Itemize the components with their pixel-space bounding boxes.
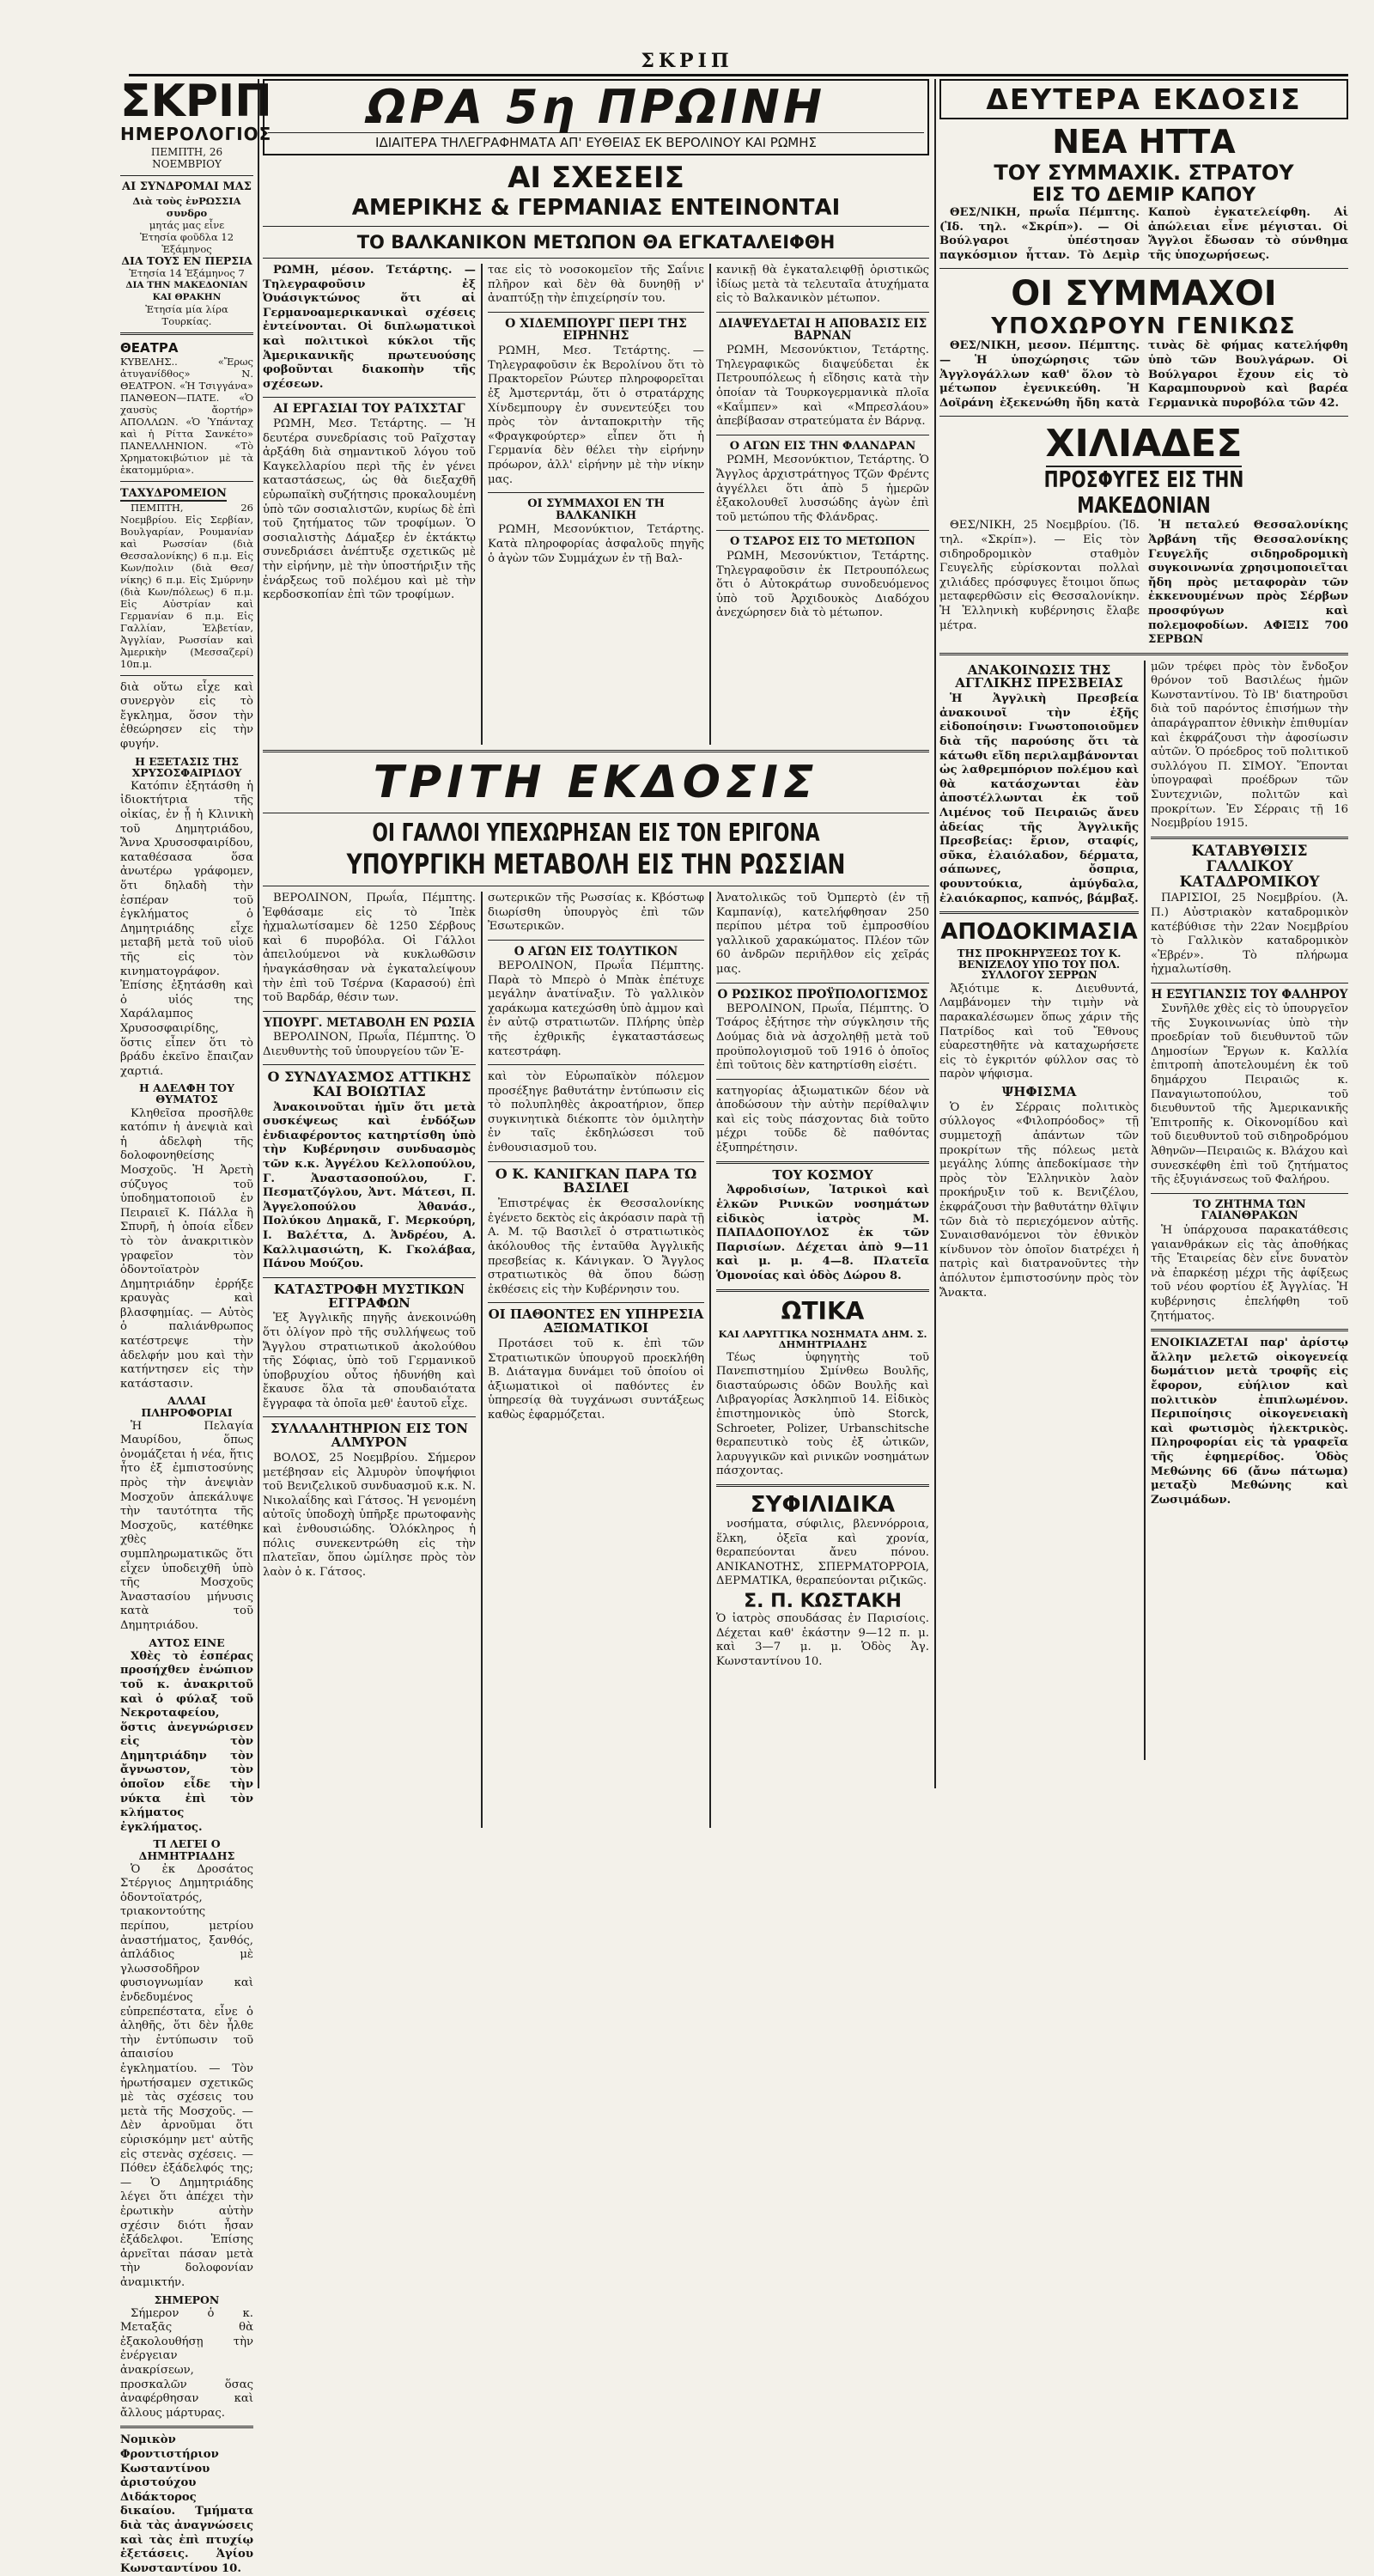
sufferers-heading: ΟΙ ΠΑΘΟΝΤΕΣ ΕΝ ΥΠΗΡΕΣΙΑ ΑΞΙΩΜΑΤΙΚΟΙ xyxy=(488,1306,704,1337)
sister-text: Κληθεῖσα προσῆλθε κατόπιν ἡ ἀνεψιὰ καὶ ἡ ἀδελφὴ τῆς δολοφονηθείσης Μοσχοῦς. Ἡ Ἀρετὴ σύζυγος τοῦ ὑποδηματοποιοῦ ἐν Πειραιεῖ Κ. Πάλλα ἢ Σπυρῆ, ἡ ὁποία εἶδεν τὸ τὸν ἀνακριτικὸν γραφεῖον τὸν ὀδοντοϊατρὸν Δημητριάδην ἐρρήξε κραυγὰς καὶ βλασφημίας. — Αὐτὸς ὁ παλιάνθρωπος κατέστρεψε τὴν ἀδελφήν μου καὶ τὴν κατήντησεν εἰς τὴν κατάστασιν. xyxy=(120,1106,253,1391)
coal-heading: ΤΟ ΖΗΤΗΜΑ ΤΩΝ ΓΑΙΑΝΘΡΑΚΩΝ xyxy=(1193,1197,1306,1223)
berlin-report-2: σωτερικῶν τῆς Ρωσσίας κ. Κβόστωφ διωρίσθη ὑπουργὸς ἐπὶ τῶν Ἐσωτερικῶν. xyxy=(488,892,704,934)
he-is-text: Χθὲς τὸ ἑσπέρας προσήχθεν ἐνώπιον τοῦ κ. ἀνακριτοῦ καὶ ὁ φύλαξ τοῦ Νεκροταφείου, ὅστις ἀνεγνώρισεν εἰς τὸν Δημητριάδην τὸν ἄγνωστον, τὸν ὁποῖον εἶδε τὴν νύκτα ἐπὶ τὸν κλήματος ἐγκλήματος. xyxy=(120,1649,253,1834)
varna-heading: ΔΙΑΨΕΥΔΕΤΑΙ Η ΑΠΟΒΑΣΙΣ ΕΙΣ ΒΑΡΝΑΝ xyxy=(718,316,927,343)
hindenburg-text: ΡΩΜΗ, Μεσ. Τετάρτης. — Τηλεγραφοῦσιν ἐκ Βερολίνου ὅτι τὸ Πρακτορεῖον Ρώυτερ πληροφορεῖται ἐξ Ἀμστερντάμ, ὅτι ὁ στρατάρχης Χίνδεμπουργ ἐν συνεντεύξει του πρὸς τὸν ἀνταποκριτὴν τῆς «Φραγκφούρτερ» εἶπεν ὅτι ἡ Γερμανία δὲν θέλει τὴν εἰρήνην πρόωρον, ἀλλ' εἰρήνην μὲ τὴν νίκην μας. xyxy=(488,344,704,486)
europe-war-continuation: καὶ τὸν Εὐρωπαϊκὸν πόλεμον προσέξηγε βαθυτάτην ἐντύπωσιν εἰς τὸ πολυπληθὲς ἀκροατήριον, ὅπερ συγκινητικὰ διέκοπτε τὸν ὁμιλητὴν ἐν ταῖς ἐκδηλώσεσι τοῦ ἐνθουσιασμοῦ του. xyxy=(488,1070,704,1155)
tsar-heading: Ο ΤΣΑΡΟΣ ΕΙΣ ΤΟ ΜΕΤΩΠΟΝ xyxy=(730,535,915,549)
ministry-change-heading: ΥΠΟΥΡΓ. ΜΕΤΑΒΟΛΗ ΕΝ ΡΩΣΙΑ xyxy=(264,1015,475,1030)
embassy-heading: ΑΝΑΚΟΙΝΩΣΙΣ ΤΗΣ ΑΓΓΛΙΚΗΣ ΠΡΕΣΒΕΙΑΣ xyxy=(955,661,1123,691)
coal-text: Ἡ ὑπάρχουσα παρακατάθεσις γαιανθράκων εἰς τὰς ἀποθήκας τῆς Ἑταιρείας δὲν εἶνε δυνατὸν νὰ ἐπαρκέσῃ μέχρι τῆς ἀφίξεως τοῦ νέου φορτίου ἐξ Ἀγγλίας. Ἡ κυβέρνησις ἐπελήφθη τοῦ ζητήματος. xyxy=(1151,1224,1348,1323)
bottom-col-c xyxy=(716,892,929,1671)
subscriptions-heading: ΑΙ ΣΥΝΔΡΟΜΑΙ ΜΑΣ xyxy=(122,180,252,193)
column-rule xyxy=(934,79,936,1788)
right-section xyxy=(939,79,1348,1788)
russian-budget-text: ΒΕΡΟΛΙΝΟΝ, Πρωΐα, Πέμπτης. Ὁ Τσάρος ἐξήτησε τὴν σύγκλησιν τῆς Δούμας διὰ νὰ ἀσχοληθῇ μετὰ τοῦ προϋπολογισμοῦ τοῦ 1916 ὁ ὁποῖος ἐπὶ τοῦτοις δὲν κατηρτίσθη εἰσέτι. xyxy=(716,1002,929,1073)
phaleron-heading: Η ΕΞΥΓΙΑΝΣΙΣ ΤΟΥ ΦΑΛΗΡΟΥ xyxy=(1151,987,1348,1002)
russian-budget-heading: Ο ΡΩΣΙΚΟΣ ΠΡΟΫΠΟΛΟΓΙΣΜΟΣ xyxy=(717,987,928,1002)
union-text: Ἀνακοινοῦται ἡμῖν ὅτι μετὰ συσκέψεως καὶ ἑνδόξων ἐνδιαφέροντος κατηρτίσθη ὑπὸ τὴν Κυβέρνησιν συνδυασμὸς τῶν κ.κ. Ἀγγέλου Κελλοπούλου, Γ. Ἀναστασοπούλου, Γ. Πεσματζόγλου, Ἀντ. Μάτεσι, Π. Ἀγγελοπούλου Ἀθανάσ., Πολύκου Δημακᾶ, Γ. Μερκούρη, Ι. Βαλέττα, Δ. Ἀνδρέου, Α. Καλλιμασιώτη, Κ. Γκολάβαα, Πάνου Μούζου. xyxy=(263,1100,476,1271)
today-text: Σήμερον ὁ κ. Μεταξᾶς θὰ ἐξακολουθήσῃ τὴν ἐνέργειαν ἀνακρίσεων, προσκαλῶν ὅσας ἀναφέρθησαν καὶ ἄλλους μάρτυρας. xyxy=(120,2306,253,2420)
serres-continuation: μῶν τρέφει πρὸς τὸν ἔνδοξον θρόνον τοῦ Βασιλέως ἡμῶν Κωνσταντίνου. Τὸ ΙΒ' διατηροῦσι διὰ τοῦ παρόντος ἐπισήμων τὴν ἀπαράγραπτον ἐθνικὴν ἐπιθυμίαν καὶ ἐκφράζουσι τὴν ἀφοσίωσιν αὐτῶν. Ὁ πρόεδρος τοῦ πολιτικοῦ συλλόγου Π. ΣΙΜΟΥ. Ἕπονται ὑπογραφαὶ προέδρων τῶν Συντεχνιῶν, πολιτῶν καὶ προκρίτων. Ἐν Σέρραις τῇ 16 Νοεμβρίου 1915. xyxy=(1151,660,1348,831)
second-edition-banner: ΔΕΥΤΕΡΑ ΕΚΔΟΣΙΣ xyxy=(986,82,1302,116)
tolmino-heading: Ο ΑΓΩΝ ΕΙΣ ΤΟΛΥΤΙΚΟΝ xyxy=(514,944,678,959)
middle-continuation: ταε εἰς τὸ νοσοκομεῖον τῆς Σαΐνιε πλῆρον καὶ δὲν θὰ δυνηθῇ ν' ἀναπτύξῃ τὴν ἐπιχείρησίν του. xyxy=(488,264,704,306)
sinking-text: ΠΑΡΙΣΙΟΙ, 25 Νοεμβρίου. (Ἀ. Π.) Αὐστριακὸν καταδρομικὸν κατέβύθισε τὴν 22αν Νοεμβρίου τὸ Γαλλικὸν καταδρομικὸν «Ἐβρέν». Τὸ πλήρωμα ἠχμαλωτίσθη. xyxy=(1151,892,1348,977)
embassy-text: Ἡ Ἀγγλικὴ Πρεσβεία ἀνακοινοῖ τὴν ἑξῆς εἰδοποίησιν: Γνωστοποιοῦμεν διὰ τῆς παρούσης ὅτι τὰ κάτωθι εἴδη περιλαμβάνονται ὡς λαθρεμπόριον πολέμου καὶ θὰ κατάσχωνται ἐὰν ἀποστέλλωνται ἐκ τοῦ Λιμένος τοῦ Πειραιῶς ἄνευ ἀδείας τῆς Ἀγγλικῆς Πρεσβείας: ἔριον, σταφίς, σῦκα, ἐλαιόλαδον, δέρματα, σάπωνες, ὄσπρια, φουντούκια, ἀμύγδαλα, ἐλαιόκαρπος, καπνός, βάμβαξ. xyxy=(939,692,1139,905)
canning-heading: Ο Κ. ΚΑΝΙΓΚΑΝ ΠΑΡΑ ΤΩ ΒΑΣΙΛΕΙ xyxy=(495,1165,697,1197)
top-rule xyxy=(129,74,1348,76)
room-for-rent-ad: ΕΝΟΙΚΙΑΖΕΤΑΙ παρ' ἀρίστῳ ἄλλην μελετῶ οἰκογενείᾳ δωμάτιον μετὰ τροφῆς εἰς ἔφορον, εὐήλιον καὶ πολιτικὸν ἐπιπλωμένον. Περιποίησις οἰκογενειακὴ καὶ φωτισμὸς ἠλεκτρικὸς. Πληροφορίαι εἰς τὰ γραφεῖα τῆς ἐφημερίδος. Ὁδὸς Μεθώνης 66 (ἄνω πάτωμα) μεταξὺ Μεθώνης καὶ Ζωσιμάδων. xyxy=(1151,1337,1348,1507)
thousands-subheading: ΠΡΟΣΦΥΓΕΣ ΕΙΣ ΤΗΝ ΜΑΚΕΔΟΝΙΑΝ xyxy=(1043,467,1244,520)
syphilis-ad-address: Ὁ ἰατρὸς σπουδάσας ἐν Παρισίοις. Δέχεται καθ' ἑκάστην 9—12 π. μ. καὶ 3—7 μ. μ. Ὁδὸς Ἀγ. Κωνσταντίνου 10. xyxy=(716,1612,929,1668)
law-tutoring-ad: Νομικὸν Φροντιστήριον Κωσταντίνου ἀριστούχου Διδάκτορος δικαίου. Τμήματα διὰ τὰς ἀναγνώσεις καὶ τὰς ἐπὶ πτυχίῳ ἐξετάσεις. Ἁγίου Κωνσταντίνου 10. xyxy=(120,2433,253,2575)
top-col-b xyxy=(488,264,704,568)
thousands-body xyxy=(939,519,1348,647)
masthead: ΣΚΡΙΠ xyxy=(120,76,272,127)
officers-continuation: κατηγορίας ἀξιωματικῶν δέον νὰ ἀποδώσουν τὴν αὐτὴν περίθαλψιν καὶ εἰς τοὺς πάσχοντας διὰ τοῦτο μέχρι τοῦδε δὲ παθόντας ἐξυπηρέτησιν. xyxy=(716,1084,929,1155)
flanders-text: ΡΩΜΗ, Μεσονύκτιον, Τετάρτης. Ὁ Ἄγγλος ἀρχιστράτηγος Τζῶν Φρέντς ἀγγέλλει ὅτι ἀπὸ 5 ἡμερῶν ἐξακολουθεῖ λυσσώδης ἀγὼν ἐπὶ τοῦ μετώπου τῆς Φλάνδρας. xyxy=(716,454,929,524)
thousands-text-2: Ἡ πεταλεύ Θεσσαλονίκης Ἀρβάνη τῆς Θεσσαλονίκης Γευγελῆς σιδηροδρομικὴ συγκοινωνία χρησιμοποιεῖται ἤδη πρὸς μεταφορὰν τῶν ἐκκενουμένων πρὸς Σέρβων προσφύγων καὶ πολεμοφοδίων. ΑΦΙΞΙΣ 700 ΣΕΡΒΩΝ xyxy=(1148,519,1348,647)
defeat-text: ΘΕΣ/ΝΙΚΗ, πρωΐα Πέμπτης. (Ἰδ. τηλ. «Σκρίπ»). — Οἱ Βούλγαροι ὑπέστησαν παγκόσμιον ἧτταν. Τὸ Δεμὶρ Καποὺ ἐγκατελείφθη. Αἱ ἀπώλειαι εἶνε μέγισται. Οἱ Ἄγγλοι ἔδωσαν τὸ σύνθημα τῆς ὑποχωρήσεως. xyxy=(939,206,1348,262)
rally-text: ΒΟΛΟΣ, 25 Νοεμβρίου. Σήμερον μετέβησαν εἰς Ἀλμυρὸν ὑποψήφιοι τοῦ Βενιζελικοῦ συνδυασμοῦ κ.κ. Ν. Νικολαΐδης καὶ Γάτσος. Ἡ γενομένη αὐτοῖς ὑποδοχὴ ὑπῆρξε πρωτοφανὴς καὶ ἐνθουσιώδης. Ὁλόκληρος ἡ πόλις συνεκεντρώθη εἰς τὴν πλατεῖαν, ὅπου ὡμίλησε πρὸς τὸν λαὸν ὁ κ. Γάτσος. xyxy=(263,1451,476,1579)
subscriptions-block: Διὰ τοὺς ἐνΡΩΣΣΙΑ συνδρο μητάς μας εἶνε Ἐτησία φοῦδλα 12 Ἑξάμηνος ΔΙΑ ΤΟΥΣ ΕΝ ΠΕΡΣΙΑ Ἐτησία 14 Ἑξάμηνος 7 ΔΙΑ ΤΗΝ ΜΑΚΕΔΟΝΙΑΝ ΚΑΙ ΘΡΑΚΗΝ Ἐτησία μία λίρα Τουρκίας. xyxy=(121,194,252,327)
rejection-heading: ΑΠΟΔΟΚΙΜΑΣΙΑ xyxy=(940,919,1138,946)
second-edition-box xyxy=(939,79,1348,119)
today-heading: ΣΗΜΕΡΟΝ xyxy=(154,2293,220,2306)
tsar-text: ΡΩΜΗ, Μεσονύκτιον, Τετάρτης. Τηλεγραφοῦσιν ἐκ Πετρουπόλεως ὅτι ὁ Αὐτοκράτωρ συνοδευόμενος ὑπὸ τοῦ Ἀρχιδουκὸς Διαδόχου ἀνεχώρησεν διὰ τὸ μέτωπον. xyxy=(716,549,929,620)
theatre-listing: ΚΥΒΕΛΗΣ.. «Ἔρως ἀτυγανίδθος» Ν. ΘΕΑΤΡΟΝ. «Ἡ Τσιγγάνα» ΠΑΝΘΕΟΝ—ΠΑΤΕ. «Ὁ χαυσὺς ἄορτήρ» ΑΠΟΛΛΩΝ. «Ὁ Ὑπάνταχ καὶ ἡ Ρίττα Σανκέτο» ΠΑΝΕΛΛΗΝΙΟΝ. «Τὸ Χρηματοκιβώτιον μὲ τὰ ἑκατομμύρια». xyxy=(120,355,253,476)
trial-heading: Η ΕΞΕΤΑΣΙΣ ΤΗΣ ΧΡΥΣΟΣΦΑΙΡΙΔΟΥ xyxy=(131,754,242,779)
reichstag-text: ΡΩΜΗ, Μεσ. Τετάρτης. — Ἡ δευτέρα συνεδρίασις τοῦ Ραῖχσταγ ἀρξάθη διὰ σημαντικοῦ λόγου τοῦ Καγκελλαρίου περὶ τῆς ἐν γένει καταστάσεως, ὡς θὰ διεξαχθῆ εὐρωπαϊκὴ συζήτησις προκαλουμένη ὑπὸ τῶν σοσιαλιστῶν, κυρίως δὲ ἐπὶ τοῦ ζητήματος τῶν τροφίμων. Ὁ σοσιαλιστὴς Δάμαξερ ἐν ἐκτάκτῳ συνεδριάσει ἀνέπτυξε σχετικῶς μὲ τὴν εἰρήνην, μὲ τὴν ὑποστήριξιν τῆς ἐνάρξεως τοῦ πολέμου καὶ μὲ τὴν κερδοσκοπίαν ἐπὶ τῶν τροφίμων. xyxy=(263,417,476,602)
ear-ad-text: Τέως ὑφηγητὴς τοῦ Πανεπιστημίου Σμίνθεω Βουλῆς, διασταύρωσις ὁδῶν Βουλῆς καὶ Λιβραγορίας Ἀσκληπιοῦ 14. Εἰδικὸς ἐπιστημονικὸς ὑπὸ Storck, Schroeter, Polizer, Urbanschitsche θεραπευτικὸ τοὺς ἐξ ὠτικῶν, λαρυγγικῶν καὶ ρινικῶν νοσημάτων πάσχοντας. xyxy=(716,1350,929,1478)
right-col-a xyxy=(939,661,1139,1302)
top-news-grid xyxy=(263,264,929,745)
syphilis-ad-heading: ΣΥΦΙΛΙΔΙΚΑ xyxy=(750,1492,896,1519)
phaleron-text: Συνῆλθε χθὲς εἰς τὸ ὑπουργεῖον τῆς Συγκοινωνίας ὑπὸ τὴν προεδρίαν τοῦ διευθυντοῦ τῶν Δημοσίων Ἔργων κ. Καλλία ἐπιτροπὴ ἀποτελουμένη ἐκ τοῦ δημάρχου Πειραιῶς κ. Παναγιωτοπούλου, τοῦ διευθυντοῦ τῆς Ἀμερικανικῆς Ἐπιτροπῆς κ. Οἰκονομίδου καὶ τοῦ διευθυντοῦ τοῦ σιδηροδρόμου Ἀθηνῶν—Πειραιῶς κ. Βλάχου καὶ συνεσκέφθη ἐπὶ τοῦ ζητήματος τῆς ἐξυγιάνσεως τοῦ Φαλήρου. xyxy=(1151,1002,1348,1187)
defeat-subheading-2: ΕΙΣ ΤΟ ΔΕΜΙΡ ΚΑΠΟΥ xyxy=(1031,185,1256,206)
running-head: ΣΚΡΙΠ xyxy=(641,50,733,72)
post-office-text: ΠΕΜΠΤΗ, 26 Νοεμβρίου. Εἰς Σερβίαν, Βουλγαρίαν, Ρουμανίαν καὶ Ρωσσίαν (διὰ Θεσσαλονίκης) 6 π.μ. Εἰς Κων/πολιν (διὰ Θεσ/νίκης) 6 π.μ. Εἰς Σμύρνην (διὰ Κων/πόλεως) 6 π.μ. Εἰς Αὐστρίαν καὶ Γερμανίαν 6 π.μ. Εἰς Γαλλίαν, Ἑλβετίαν, Ἀγγλίαν, Ρωσσίαν καὶ Ἀμερικὴν (Μεσσαζερί) 10π.μ. xyxy=(120,501,253,670)
ministry-change-text: ΒΕΡΟΛΙΝΟΝ, Πρωΐα, Πέμπτης. Ὁ Διευθυντὴς τοῦ ὑπουργείου τῶν Ἐ- xyxy=(263,1030,476,1058)
resolution-heading: ΨΗΦΙΣΜΑ xyxy=(1001,1084,1077,1100)
reichstag-heading: ΑΙ ΕΡΓΑΣΙΑΙ ΤΟΥ ΡΑΊΧΣΤΑΓ xyxy=(273,402,465,417)
hindenburg-heading: Ο ΧΙΔΕΜΠΟΥΡΓ ΠΕΡΙ ΤΗΣ ΕΙΡΗΝΗΣ xyxy=(505,316,687,344)
relations-subheading: ΑΜΕΡΙΚΗΣ & ΓΕΡΜΑΝΙΑΣ ΕΝΤΕΙΝΟΝΤΑΙ xyxy=(351,195,841,221)
bottom-col-b xyxy=(488,892,704,1424)
bottom-news-grid xyxy=(263,892,929,1828)
telegrams-subtitle: ΙΔΙΑΙΤΕΡΑ ΤΗΛΕΓΡΑΦΗΜΑΤΑ ΑΠ' ΕΥΘΕΙΑΣ ΕΚ ΒΕΡΟΛΙΝΟΥ ΚΑΙ ΡΩΜΗΣ xyxy=(268,132,924,150)
says-text: Ὁ ἐκ Δροσάτος Στέργιος Δημητριάδης ὁδοντοϊατρός, τριακοντούτης περίπου, μετρίου ἀναστήματος, ξανθός, ἀπλάδιος μὲ γλωσσοδῆρον φυσιογνωμίαν καὶ ἐνδεδυμένος εὐπρεπέστατα, εἶνε ὁ ἀληθῆς, ὅτι δὲν ἦλθε τὴν ἐντύπωσιν τοῦ ἀπαισίου ἐγκληματίου. — Τὸν ἠρωτήσαμεν σχετικῶς μὲ τὰς σχέσεις του μετὰ τῆς Μοσχοῦς. — Δὲν ἀρνοῦμαι ὅτι εὑρισκόμην μετ' αὐτῆς εἰς στενὰς σχέσεις. — Πόθεν ἐξάδελφός της; — Ὁ Δημητριάδης λέγει ὅτι ἀπέχει τὴν ἐρωτικὴν αὐτὴν σχέσιν διότι ἦσαν ἐξάδελφοι. Ἐπίσης ἀρνεῖται πάσαν μετὰ τὴν δολοφονίαν ἀναμικτήν. xyxy=(120,1862,253,2289)
top-col-a xyxy=(263,264,476,605)
rally-heading: ΣΥΛΛΑΛΗΤΗΡΙΟΝ ΕΙΣ ΤΟΝ ΑΛΜΥΡΟΝ xyxy=(271,1421,468,1451)
allies-retreat-heading: ΟΙ ΣΥΜΜΑΧΟΙ xyxy=(1011,274,1277,314)
tolmino-text: ΒΕΡΟΛΙΝΟΝ, Πρωΐα Πέμπτης. Παρὰ τὸ Μπερὸ ὁ Μπὰκ ἐπέτυχε μεγάλην ἀνατίναξιν. Τὸ γαλλικὸν χαράκωμα κατεχώσθη ὑπὸ ἀμμον καὶ ἐν αὐτῷ στρατιωτῶν. Πλήρης ὑπὲρ τῆς ἐχθρικῆς ἐγκαταστάσεως κατεστράφη. xyxy=(488,959,704,1058)
canning-text: Ἐπιστρέψας ἐκ Θεσσαλονίκης ἐγένετο δεκτὸς εἰς ἀκρόασιν παρὰ τῇ Α. Μ. τῷ Βασιλεῖ ὁ στρατιωτικὸς ἀκόλουθος τῆς ἐνταῦθα Ἀγγλικῆς πρεσβείας κ. Κάνιγκαν. Ὁ Ἄγγλος στρατιωτικὸς θὰ ὅπου δώσῃ ἐκθέσεις εἰς τὴν Κυβέρνησιν του. xyxy=(488,1197,704,1296)
trial-text: Κατόπιν ἐξητάσθη ἡ ἰδιοκτήτρια τῆς οἰκίας, ἐν ᾗ ἡ Κλινικὴ τοῦ Δημητριάδου, Ἄννα Χρυσοσφαιρίδου, καταθέσασα ὅσα ἀνωτέρω γράφομεν, ὅτι δηλαδὴ τὴν ἑσπέραν τοῦ ἐγκλήματος ὁ Δημητριάδης εἶχε μεταβῆ μετὰ τοῦ υἱοῦ τῆς εἰς τὸν κινηματογράφον. Ἐπίσης ἐξητάσθη καὶ ὁ υἱός της Χαράλαμπος Χρυσοσφαιρίδης, ὅστις εἶπεν ὅτι τὸ βράδυ ἐκεῖνο ἔπαιζαν χαρτιά. xyxy=(120,779,253,1078)
flanders-heading: Ο ΑΓΩΝ ΕΙΣ ΤΗΝ ΦΛΑΝΔΡΑΝ xyxy=(729,439,916,453)
russia-heading: ΥΠΟΥΡΓΙΚΗ ΜΕΤΑΒΟΛΗ ΕΙΣ ΤΗΝ ΡΩΣΣΙΑΝ xyxy=(346,848,846,880)
says-heading: ΤΙ ΛΕΓΕΙ Ο ΔΗΜΗΤΡΙΑΔΗΣ xyxy=(138,1837,235,1862)
theatre-heading: ΘΕΑΤΡΑ xyxy=(120,339,179,356)
masthead-subtitle: ΗΜΕΡΟΛΟΓΙΟΣ xyxy=(120,124,272,144)
rejection-subheading: ΤΗΣ ΠΡΟΚΗΡΥΞΕΩΣ ΤΟΥ Κ. ΒΕΝΙΖΕΛΟΥ ΥΠΟ ΤΟΥ ΠΟΛ. ΣΥΛΛΟΓΟΥ ΣΕΡΡΩΝ xyxy=(957,947,1122,982)
union-heading: Ο ΣΥΝΔΥΑΣΜΟΣ ΑΤΤΙΚΗΣ ΚΑΙ ΒΟΙΩΤΙΑΣ xyxy=(267,1069,471,1099)
berlin-report-1: ΒΕΡΟΛΙΝΟΝ, Πρωΐα, Πέμπτης. Ἐφθάσαμε εἰς τὸ Ἰπὲκ ἠχμαλωτίσαμεν δὲ 1250 Σέρβους καὶ 6 πυροβόλα. Οἱ Γάλλοι ἀπειλούμενοι νὰ κυκλωθῶσιν ἠναγκάσθησαν νὰ ἐγκαταλείψουν τὴν ἐπὶ τοῦ Τσέρνα (Καρασού) ἐπὶ τοῦ Βαρδάρ, θέσιν των. xyxy=(263,892,476,1005)
secret-docs-text: Ἐξ Ἀγγλικῆς πηγῆς ἀνεκοινώθη ὅτι ὀλίγον πρὸ τῆς συλλήψεως τοῦ Ἄγγλου στρατιωτικοῦ ἀκολούθου τῆς Σόφιας, ὑπὸ τοῦ Γερμανικοῦ ὑποβρυχίου οὗτος ἠδυνήθη καὶ ἔκαυσε ὅλα τὰ σπουδαιότατα ἔγγραφα τὰ ὁποῖα μεθ' ἑαυτοῦ εἶχε. xyxy=(263,1312,476,1410)
allies-balkan-text: ΡΩΜΗ, Μεσονύκτιον, Τετάρτης. Κατὰ πληροφορίας ἀσφαλοῦς πηγῆς ὁ ἀγὼν τῶν Συμμάχων ἐν τῇ Βαλ- xyxy=(488,523,704,565)
post-office-heading: ΤΑΧΥΔΡΟΜΕΙΟΝ xyxy=(120,486,227,500)
sister-heading: Η ΑΔΕΛΦΗ ΤΟΥ ΘΥΜΑΤΟΣ xyxy=(139,1081,234,1106)
thousands-heading: ΧΙΛΙΑΔΕΣ xyxy=(1045,422,1243,466)
world-ad-text: Ἀφροδισίων, Ἰατρικοὶ καὶ ἑλκῶν Ρινικῶν νοσημάτων εἰδικὸς ἰατρὸς Μ. ΠΑΠΑΔΟΠΟΥΛΟΣ ἐκ τῶν Παρισίων. Δέχεται ἀπὸ 9—11 καὶ μ. μ. 4—8. Πλατεῖα Ὁμονοίας καὶ ὁδὸς Δώρου 8. xyxy=(716,1184,929,1282)
trial-intro: διὰ οὕτω εἶχε καὶ συνεργὸν εἰς τὸ ἔγκλημα, ὅσον τὴν ἐθεώρησεν εἰς τὴν φυγήν. xyxy=(120,680,253,752)
column-rule xyxy=(258,79,259,1788)
world-ad-heading: ΤΟΥ ΚΟΣΜΟΥ xyxy=(772,1166,873,1183)
center-section xyxy=(263,79,929,1788)
bottom-col-a xyxy=(263,892,476,1581)
other-info-heading: ΑΛΛΑΙ ΠΛΗΡΟΦΟΡΙΑΙ xyxy=(141,1394,233,1419)
right-lower-grid xyxy=(939,661,1348,1760)
varna-text: ΡΩΜΗ, Μεσονύκτιον, Τετάρτης. Τηλεγραφικῶς διαψεύδεται ἐκ Πετρουπόλεως ἡ εἴδησις κατὰ τὴν ὁποίαν τὰ Τουρκογερμανικὰ πλοῖα «Καΐμπεν» καὶ «Μπρεσλάου» ἀπεβίβασαν στρατεύματα ἐν Βάρνᾳ. xyxy=(716,344,929,429)
allies-balkan-heading: ΟΙ ΣΥΜΜΑΧΟΙ ΕΝ ΤΗ ΒΑΛΚΑΝΙΚΗ xyxy=(527,497,665,522)
third-edition-banner: ΤΡΙΤΗ ΕΚΔΟΣΙΣ xyxy=(373,757,819,808)
issue-date: ΠΕΜΠΤΗ, 26 ΝΟΕΜΒΡΙΟΥ xyxy=(150,146,223,170)
ear-ad-subheading: ΚΑΙ ΛΑΡΥΓΓΙΚΑ ΝΟΣΗΜΑΤΑ ΔΗΜ. Σ. ΔΗΜΗΤΡΙΑΔΗΣ xyxy=(718,1327,927,1350)
defeat-heading: ΝΕΑ ΗΤΤΑ xyxy=(1052,123,1236,161)
other-info-text: Ἡ Πελαγία Μαυρίδου, ὅπως ὀνομάζεται ἡ νέα, ἥτις ἦτο ἐξ ἐμπιστοσύνης πρὸς τὴν ἀνεψιὰν Μοσχοῦν ἀπεκάλυψε τὴν ταυτότητα τῆς Μοσχοῦς, κατέθηκε χθὲς συμπληρωματικῶς ὅτι εἶχεν ὑποδειχθῆ ὑπὸ τῆς Μοσχοῦς Ἀναστασίου μήνυσις κατὰ τοῦ Δημητριάδου. xyxy=(120,1419,253,1633)
syphilis-ad-doctor: Σ. Π. ΚΩΣΤΑΚΗ xyxy=(744,1591,902,1613)
ear-ad-heading: ΩΤΙΚΑ xyxy=(781,1296,865,1325)
balkan-front-heading: ΤΟ ΒΑΛΚΑΝΙΚΟΝ ΜΕΤΩΠΟΝ ΘΑ ΕΓΚΑΤΑΛΕΙΦΘΗ xyxy=(356,232,836,253)
defeat-subheading-1: ΤΟΥ ΣΥΜΜΑΧΙΚ. ΣΤΡΑΤΟΥ xyxy=(994,161,1294,185)
relations-heading: ΑΙ ΣΧΕΣΕΙΣ xyxy=(508,161,684,195)
sufferers-text: Προτάσει τοῦ κ. ἐπὶ τῶν Στρατιωτικῶν ὑπουργοῦ προεκλήθη Β. Διάταγμα δυνάμει τοῦ ὁποίου οἱ ἀξιωματικοὶ οἱ παθόντες ἐν ὑπηρεσίᾳ θὰ τυγχάνωσι συντάξεως καθὼς ἐφαρμόζεται. xyxy=(488,1337,704,1422)
syphilis-ad-text: νοσήματα, σύφιλις, βλεννόρροια, ἕλκη, ὀξεῖα καὶ χρονία, θεραπεύονται ἄνευ πόνου. ΑΝΙΚΑΝΟΤΗΣ, ΣΠΕΡΜΑΤΟΡΡΟΙΑ, ΔΕΡΜΑΤΙΚΑ, θεραπεύονται ριζικῶς. xyxy=(716,1518,929,1588)
left-column xyxy=(120,76,272,2575)
right-continuation: κανικῇ θὰ ἐγκαταλειφθῇ ὁριστικῶς ἰδίως μετὰ τὰ τελευταῖα ἀτυχήματα εἰς τὸ Βαλκανικὸν μέτωπον. xyxy=(716,264,929,306)
resolution-text: Ὁ ἐν Σέρραις πολιτικὸς σύλλογος «Φιλοπρόοδος» τῇ συμμετοχῇ ἀπάντων τῶν προκρίτων τῆς πόλεως μετὰ μεγάλης λύπης ἀπεδοκίμασε τὴν πρὸς τὸν Ἑλληνικὸν λαὸν προκήρυξιν τοῦ κ. Βενιζέλου, ἐκφράζουσι τὴν βαθυτάτην θλῖψιν τῶν διὰ τὸ περιεχόμενον αὐτῆς. Συναισθανόμενοι τὸν ἐθνικὸν κίνδυνον τὸν ὁποῖον διατρέχει ἡ πατρὶς καὶ διατρανοῦντες τὴν ἀπόλυτον ἐμπιστοσύνην πρὸς τὸν Ἄνακτα. xyxy=(939,1100,1139,1300)
allies-retreat-subheading: ΥΠΟΧΩΡΟΥΝ ΓΕΝΙΚΩΣ xyxy=(991,314,1297,340)
top-col-c xyxy=(716,264,929,623)
right-col-b xyxy=(1151,661,1348,1510)
secret-docs-heading: ΚΑΤΑΣΤΡΟΦΗ ΜΥΣΤΙΚΩΝ ΕΓΓΡΑΦΩΝ xyxy=(273,1281,465,1311)
thousands-text: ΘΕΣ/ΝΙΚΗ, 25 Νοεμβρίου. (Ἰδ. τηλ. «Σκρίπ»). — Εἰς τὸν σιδηροδρομικὸν σταθμὸν Γευγελῆς εὑρίσκονται πολλαὶ χιλιάδες πρόσφυγες ἔτοιμοι ὅπως μεταφερθῶσιν εἰς Θεσσαλονίκην. Ἡ Ἑλληνικὴ κυβέρνησις ἔλαβε μέτρα. xyxy=(939,519,1140,632)
morning-banner: ΩΡΑ 5η ΠΡΩΙΝΗ xyxy=(366,80,826,134)
sinking-heading: ΚΑΤΑΒΥΘΙΣΙΣ ΓΑΛΛΙΚΟΥ ΚΑΤΑΔΡΟΜΙΚΟΥ xyxy=(1179,842,1320,891)
morning-edition-box xyxy=(263,79,929,155)
berlin-report-3: Ἀνατολικῶς τοῦ Ὀμπερτὸ (ἐν τῇ Καμπανίᾳ), κατελήφθησαν 250 περίπου μέτρα τοῦ ἐμπροσθίου γαλλικοῦ χαρακώματος. Πλέον τῶν 60 ἀνδρῶν περιῆλθον εἰς χεῖράς μας. xyxy=(716,892,929,976)
gauls-heading: ΟΙ ΓΑΛΛΟΙ ΥΠΕΧΩΡΗΣΑΝ ΕΙΣ ΤΟΝ ΕΡΙΓΟΝΑ xyxy=(372,819,820,847)
rome-report: ΡΩΜΗ, μέσον. Τετάρτης. — Τηλεγραφοῦσιν ἐξ Ὀυάσιγκτώνος ὅτι αἱ Γερμανοαμερικανικαὶ σχέσεις ἐντείνονται. Οἱ διπλωματικοὶ καὶ πολιτικοὶ κύκλοι τῆς Ἀμερικανικῆς πρωτευούσης φοβοῦνται διακοπὴν τῆς σχέσεων. xyxy=(263,264,476,391)
rejection-text: Ἀξιότιμε κ. Διευθυντά, Λαμβάνομεν τὴν τιμὴν νὰ παρακαλέσωμεν ὅπως χάριν τῆς Πατρίδος καὶ τοῦ Ἔθνους εὐαρεστηθῆτε νὰ καταχωρήσετε εἰς τὸ ἐγκριτόν φύλλον σας τὸ παρὸν ψήφισμα. xyxy=(939,982,1139,1081)
he-is-heading: ΑΥΤΟΣ ΕΙΝΕ xyxy=(149,1635,225,1649)
allies-retreat-text: ΘΕΣ/ΝΙΚΗ, μεσον. Πέμπτης. — Ἡ ὑποχώρησις τῶν Ἀγγλογάλλων καθ' ὅλον τὸ μέτωπον ἐγενικεύθη. Ἡ Δοϊράνη ἐξεκενώθη ἤδη κατὰ τινὰς δὲ φήμας κατελήφθη ὑπὸ τῶν Βουλγάρων. Οἱ Βούλγαροι ἔχουν εἰς τὸ Καραμπουρνοὺ καὶ βαρέα Γερμανικὰ πυροβόλα τῶν 42. xyxy=(939,339,1348,410)
